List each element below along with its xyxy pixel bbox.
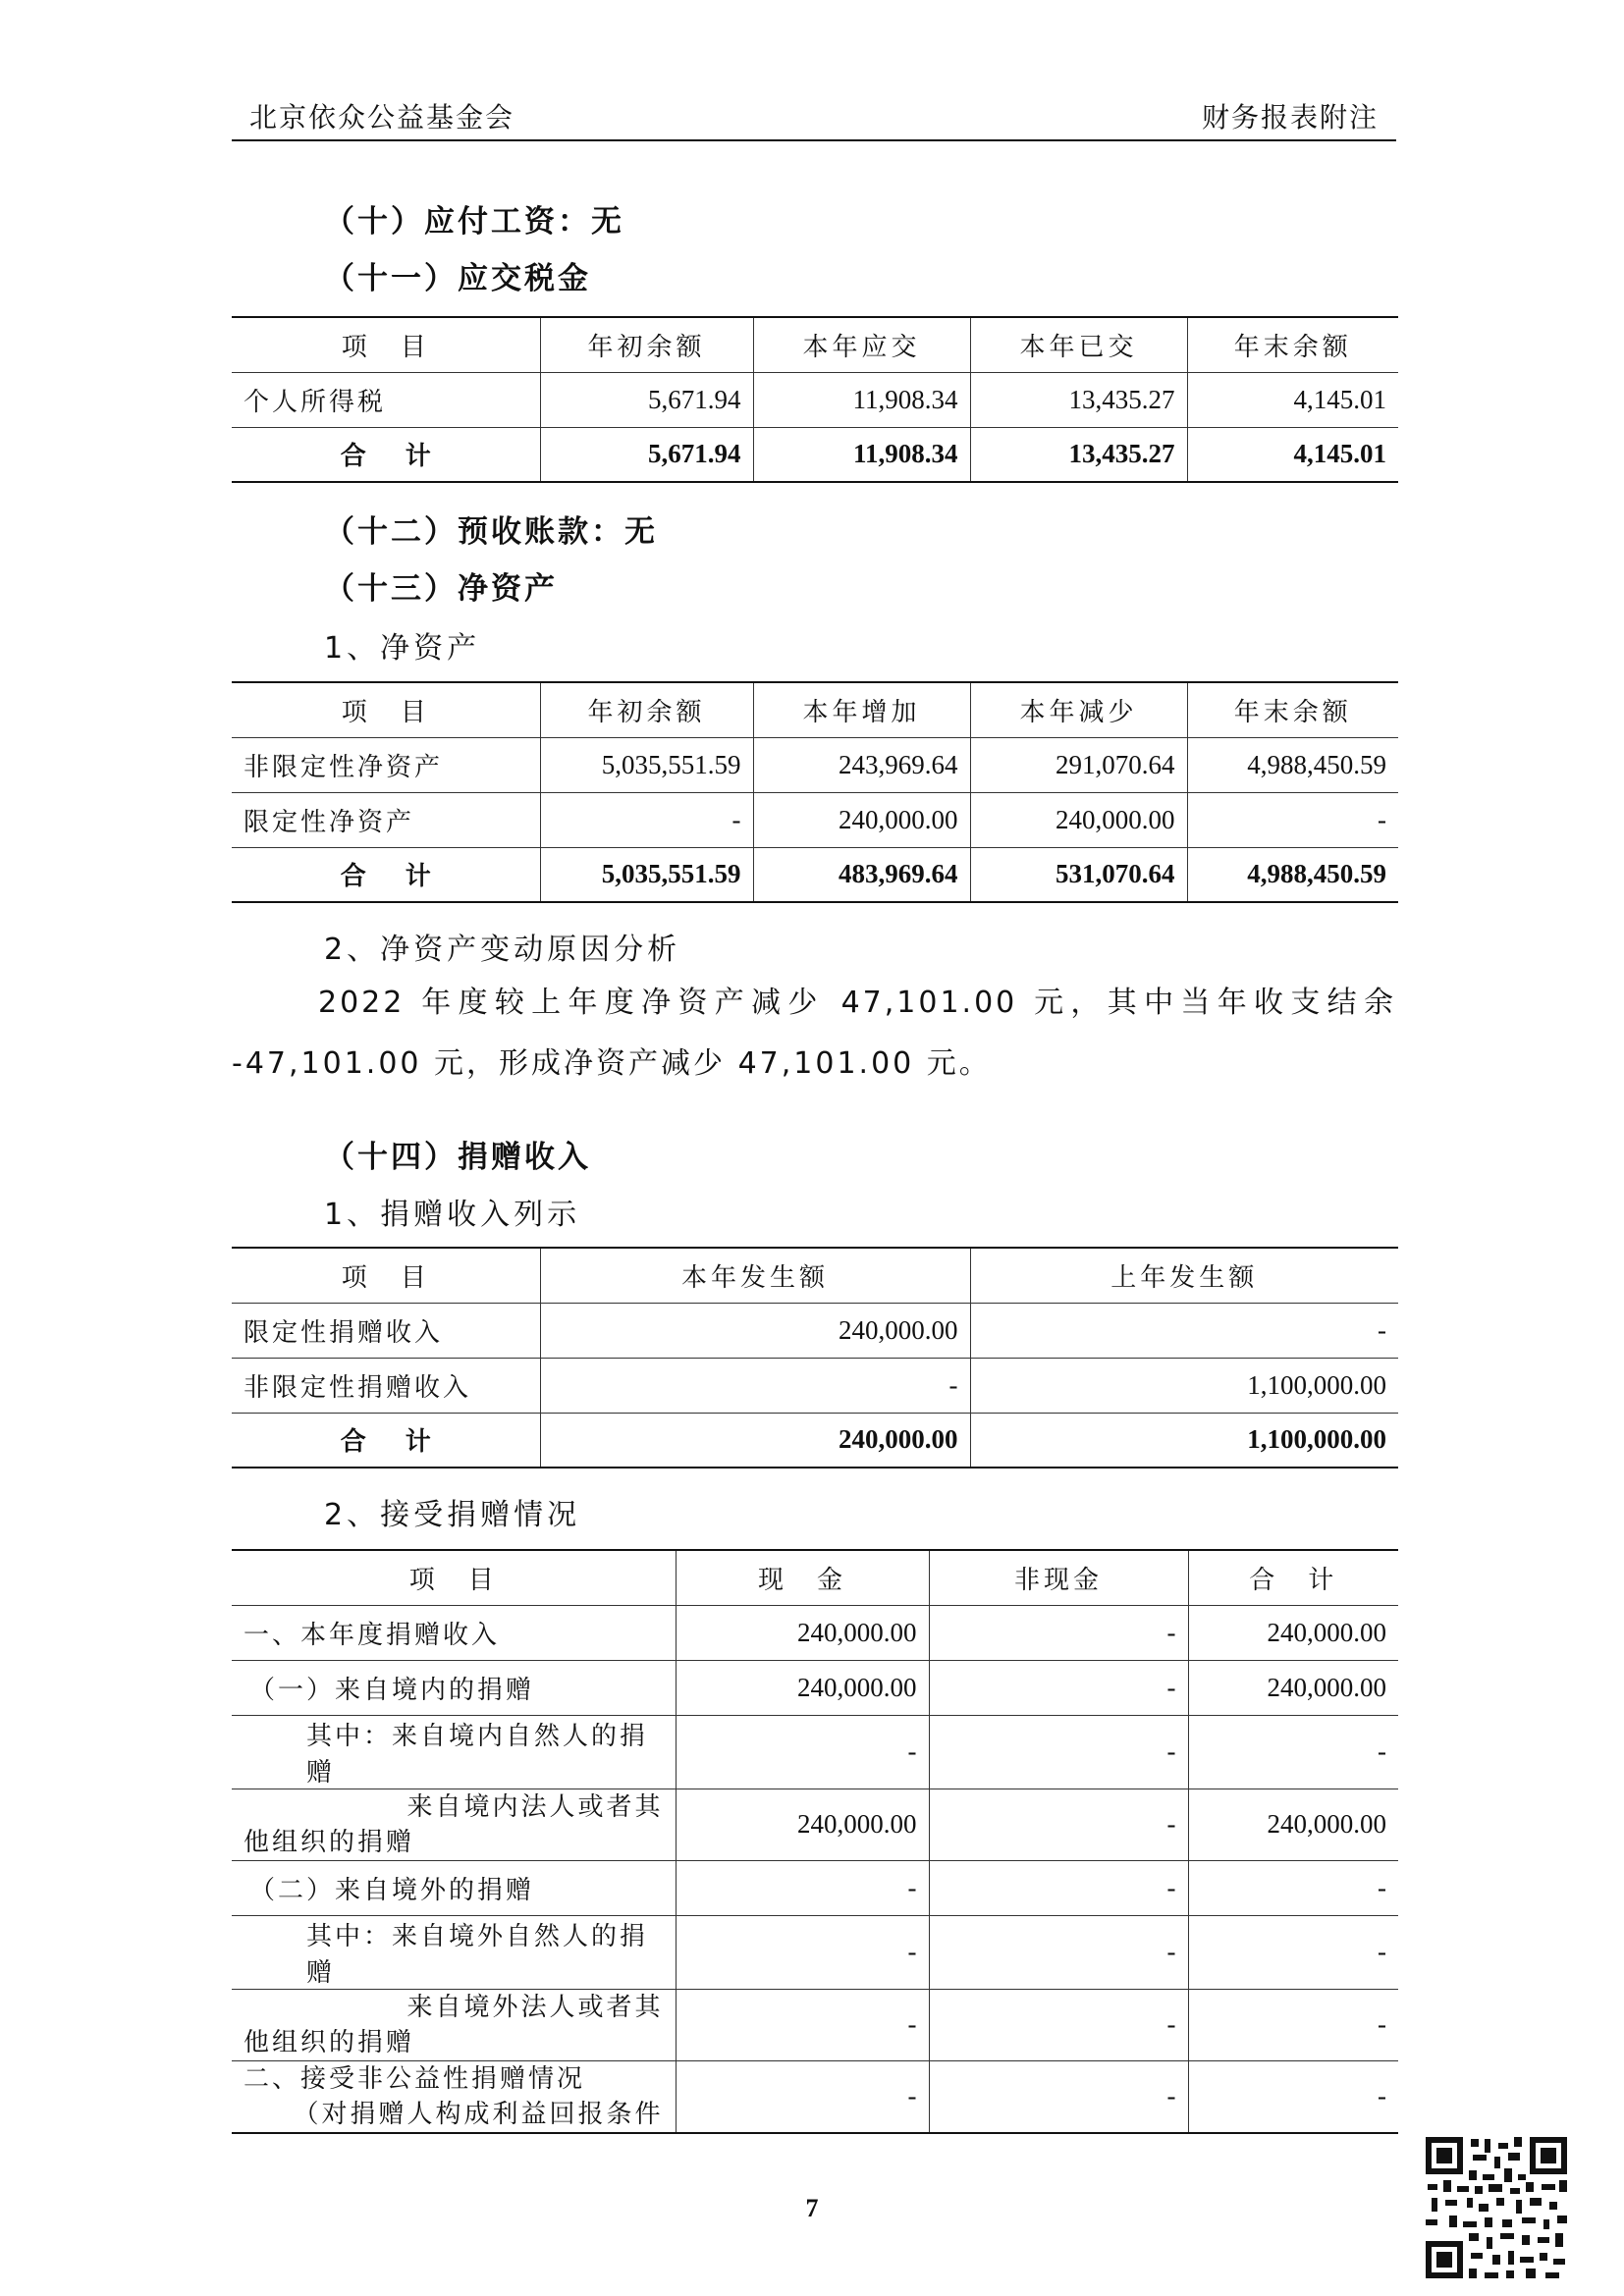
- row-label-line: 来自境外法人或者其: [406, 1992, 664, 2022]
- sec12-title: （十二）预收账款：无: [324, 514, 658, 550]
- cell-value: 5,035,551.59: [540, 737, 753, 792]
- table-row: [232, 1989, 1398, 2060]
- cell-value: 13,435.27: [970, 372, 1187, 427]
- table-row: [232, 1915, 1398, 1989]
- table-row: [232, 1660, 1398, 1715]
- row-label: 限定性净资产: [244, 807, 415, 837]
- row-label: [232, 1789, 676, 1860]
- header-cell: 非现金: [929, 1550, 1188, 1605]
- cell-value: 240,000.00: [676, 1660, 929, 1715]
- cell-value: 240,000.00: [1188, 1660, 1398, 1715]
- row-label: [232, 1989, 676, 2060]
- qr-code-icon: [1424, 2135, 1569, 2280]
- cell-value: 1,100,000.00: [970, 1413, 1398, 1468]
- table-row: [232, 2060, 1398, 2133]
- cell-value: 291,070.64: [970, 737, 1187, 792]
- cell-value: 240,000.00: [676, 1789, 929, 1860]
- row-label: 其中：来自境外自然人的捐赠: [306, 1921, 649, 1988]
- header-cell: 年初余额: [540, 317, 753, 372]
- cell-value: -: [1187, 792, 1398, 847]
- sec14-title: （十四）捐赠收入: [324, 1140, 591, 1175]
- header-cell: 本年应交: [753, 317, 970, 372]
- table-header-row: [232, 1550, 1398, 1605]
- total-row: [232, 427, 1398, 482]
- cell-value: 240,000.00: [540, 1303, 970, 1358]
- header-cell: 项 目: [341, 332, 430, 362]
- received-donations-table: [232, 1549, 1398, 2134]
- row-label: [232, 2060, 676, 2133]
- table-header-row: [232, 1248, 1398, 1303]
- cell-value: -: [929, 1915, 1188, 1989]
- cell-value: 4,145.01: [1187, 372, 1398, 427]
- cell-value: -: [676, 1915, 929, 1989]
- cell-value: 483,969.64: [753, 847, 970, 902]
- table-row: [232, 1789, 1398, 1860]
- row-label: 个人所得税: [244, 387, 387, 417]
- row-label: 一、本年度捐赠收入: [244, 1620, 501, 1650]
- cell-value: -: [676, 1989, 929, 2060]
- table-header-row: [232, 317, 1398, 372]
- header-org: 北京依众公益基金会: [249, 101, 515, 133]
- cell-value: -: [929, 2060, 1188, 2133]
- cell-value: 5,035,551.59: [540, 847, 753, 902]
- net-assets-table: [232, 681, 1398, 903]
- page-number: 7: [805, 2194, 819, 2222]
- row-label: 限定性捐赠收入: [244, 1317, 444, 1348]
- table-row: [232, 1358, 1398, 1413]
- cell-value: 4,988,450.59: [1187, 737, 1398, 792]
- header-cell: 本年发生额: [540, 1248, 970, 1303]
- net-assets-analysis-paragraph: [232, 973, 1396, 1095]
- cell-value: 4,145.01: [1187, 427, 1398, 482]
- table-row: [232, 1860, 1398, 1915]
- cell-value: -: [1188, 1989, 1398, 2060]
- header-doc-title: 财务报表附注: [1201, 101, 1379, 133]
- sec13-sub2: 2、净资产变动原因分析: [324, 933, 681, 967]
- cell-value: 240,000.00: [676, 1605, 929, 1660]
- row-label-line: 来自境内法人或者其: [406, 1791, 664, 1822]
- cell-value: 240,000.00: [540, 1413, 970, 1468]
- cell-value: -: [540, 1358, 970, 1413]
- total-row: [232, 847, 1398, 902]
- cell-value: -: [929, 1660, 1188, 1715]
- table-row: [232, 792, 1398, 847]
- cell-value: -: [1188, 2060, 1398, 2133]
- row-label-line: 他组织的捐赠: [244, 2027, 415, 2057]
- cell-value: -: [540, 792, 753, 847]
- header-cell: 上年发生额: [970, 1248, 1398, 1303]
- cell-value: 240,000.00: [753, 792, 970, 847]
- row-label: （二）来自境外的捐赠: [249, 1875, 535, 1905]
- header-cell: 项 目: [341, 697, 430, 727]
- total-row: [232, 1413, 1398, 1468]
- table-row: [232, 737, 1398, 792]
- table-row: [232, 372, 1398, 427]
- cell-value: 531,070.64: [970, 847, 1187, 902]
- donation-income-table: [232, 1247, 1398, 1468]
- cell-value: -: [1188, 1915, 1398, 1989]
- cell-value: -: [929, 1989, 1188, 2060]
- cell-value: 11,908.34: [753, 427, 970, 482]
- table-row: [232, 1715, 1398, 1789]
- cell-value: 240,000.00: [970, 792, 1187, 847]
- table-header-row: [232, 682, 1398, 737]
- cell-value: 5,671.94: [540, 372, 753, 427]
- cell-value: 13,435.27: [970, 427, 1187, 482]
- cell-value: 240,000.00: [1188, 1789, 1398, 1860]
- cell-value: -: [676, 2060, 929, 2133]
- sec13-title: （十三）净资产: [324, 571, 558, 607]
- header-cell: 本年已交: [970, 317, 1187, 372]
- header-cell: 项 目: [408, 1565, 498, 1595]
- row-label: 非限定性净资产: [244, 752, 444, 782]
- row-label-line: 二、接受非公益性捐赠情况: [244, 2063, 586, 2094]
- header-cell: 现 金: [676, 1550, 929, 1605]
- paragraph-line: 2022 年度较上年度净资产减少 47,101.00 元，其中当年收支结余: [318, 986, 1396, 1020]
- cell-value: -: [1188, 1715, 1398, 1789]
- row-label-line: （对捐赠人构成利益回报条件: [293, 2099, 664, 2129]
- table-row: [232, 1303, 1398, 1358]
- cell-value: 4,988,450.59: [1187, 847, 1398, 902]
- cell-value: -: [676, 1860, 929, 1915]
- header-cell: 年末余额: [1187, 682, 1398, 737]
- table-row: [232, 1605, 1398, 1660]
- cell-value: 240,000.00: [1188, 1605, 1398, 1660]
- paragraph-line: -47,101.00 元，形成净资产减少 47,101.00 元。: [232, 1046, 992, 1081]
- sec13-sub1: 1、净资产: [324, 631, 481, 666]
- row-label-line: 他组织的捐赠: [244, 1827, 415, 1857]
- total-label: 合计: [340, 862, 470, 892]
- cell-value: -: [929, 1715, 1188, 1789]
- cell-value: 5,671.94: [540, 427, 753, 482]
- header-cell: 合 计: [1188, 1550, 1398, 1605]
- cell-value: 1,100,000.00: [970, 1358, 1398, 1413]
- cell-value: -: [929, 1860, 1188, 1915]
- page-header: [232, 98, 1396, 141]
- total-label: 合计: [340, 442, 470, 472]
- sec14-sub1: 1、捐赠收入列示: [324, 1198, 581, 1232]
- cell-value: -: [1188, 1860, 1398, 1915]
- total-label: 合计: [340, 1427, 470, 1458]
- cell-value: -: [929, 1789, 1188, 1860]
- row-label: 非限定性捐赠收入: [244, 1372, 472, 1403]
- header-cell: 年初余额: [540, 682, 753, 737]
- cell-value: -: [929, 1605, 1188, 1660]
- header-cell: 年末余额: [1187, 317, 1398, 372]
- cell-value: -: [970, 1303, 1398, 1358]
- cell-value: 11,908.34: [753, 372, 970, 427]
- sec11-title: （十一）应交税金: [324, 261, 591, 296]
- tax-table: [232, 316, 1398, 483]
- sec14-sub2: 2、接受捐赠情况: [324, 1498, 581, 1532]
- cell-value: -: [676, 1715, 929, 1789]
- row-label: （一）来自境内的捐赠: [249, 1675, 535, 1705]
- header-cell: 本年增加: [753, 682, 970, 737]
- header-cell: 本年减少: [970, 682, 1187, 737]
- header-cell: 项 目: [341, 1262, 430, 1293]
- sec10-title: （十）应付工资：无: [324, 204, 624, 240]
- cell-value: 243,969.64: [753, 737, 970, 792]
- row-label: 其中：来自境内自然人的捐赠: [306, 1721, 649, 1788]
